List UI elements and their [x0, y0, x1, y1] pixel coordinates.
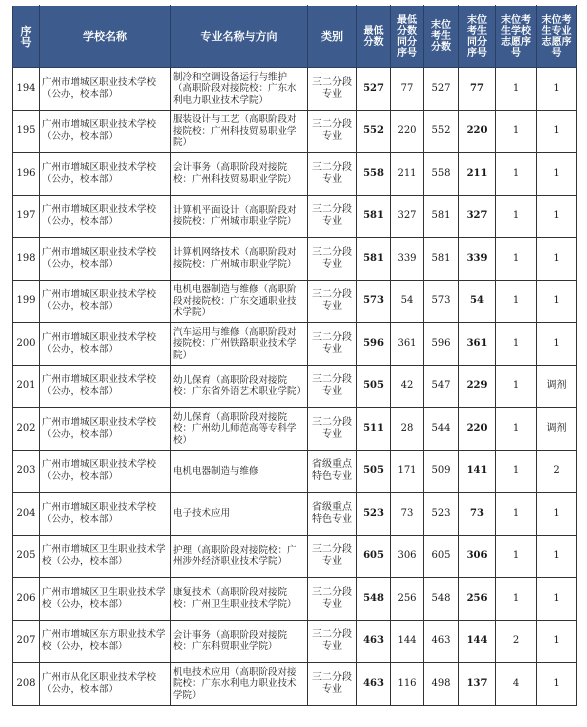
cell-min-same-rank: 339: [391, 238, 424, 281]
cell-min-same-rank: 77: [391, 68, 424, 111]
cell-category: 三二分段专业: [308, 323, 357, 366]
cell-major-pref: 1: [537, 110, 577, 153]
cell-min-score: 573: [357, 280, 391, 323]
cell-min-same-rank: 116: [391, 663, 424, 706]
table-row: [13, 450, 577, 493]
cell-last-same-rank: 54: [459, 280, 496, 323]
cell-min-score: 581: [357, 195, 391, 238]
cell-major: 幼儿保育（高职阶段对接院校：广州幼儿师范高等专科学校）: [171, 408, 308, 451]
cell-major: 机电技术应用（高职阶段对接院校：广东水利电力职业技术学院）: [171, 663, 308, 706]
cell-major: 电机电器制造与维修（高职阶段对接院校：广东交通职业技术学院）: [171, 280, 308, 323]
cell-major-pref: 调剂: [537, 365, 577, 408]
cell-category: 三二分段专业: [308, 280, 357, 323]
cell-min-score: 463: [357, 663, 391, 706]
cell-last-score: 596: [424, 323, 459, 366]
cell-major: 护理（高职阶段对接院校：广州涉外经济职业技术学院）: [171, 535, 308, 578]
cell-major-pref: 1: [537, 493, 577, 536]
header-category: 类别: [308, 6, 357, 68]
cell-major: 计算机网络技术（高职阶段对接院校：广州城市职业学院）: [171, 238, 308, 281]
cell-seq: 203: [13, 450, 40, 493]
cell-min-score: 548: [357, 578, 391, 621]
cell-major: 服装设计与工艺（高职阶段对接院校：广州科技贸易职业学院）: [171, 110, 308, 153]
cell-school-pref: 1: [496, 450, 537, 493]
cell-last-same-rank: 361: [459, 323, 496, 366]
cell-last-score: 581: [424, 195, 459, 238]
cell-major-pref: 1: [537, 323, 577, 366]
cell-min-score: 505: [357, 365, 391, 408]
cell-last-score: 552: [424, 110, 459, 153]
cell-min-score: 505: [357, 450, 391, 493]
cell-category: 三二分段专业: [308, 110, 357, 153]
cell-min-same-rank: 361: [391, 323, 424, 366]
cell-last-score: 523: [424, 493, 459, 536]
cell-min-score: 527: [357, 68, 391, 111]
cell-last-score: 544: [424, 408, 459, 451]
table-row: [13, 535, 577, 578]
cell-last-score: 527: [424, 68, 459, 111]
cell-school-pref: 1: [496, 153, 537, 196]
cell-last-score: 548: [424, 578, 459, 621]
cell-school: 广州市增城区职业技术学校（公办，校本部）: [40, 408, 171, 451]
cell-major: 幼儿保育（高职阶段对接院校：广东省外语艺术职业学院）: [171, 365, 308, 408]
cell-last-score: 581: [424, 238, 459, 281]
cell-min-same-rank: 42: [391, 365, 424, 408]
cell-category: 三二分段专业: [308, 578, 357, 621]
cell-last-same-rank: 339: [459, 238, 496, 281]
cell-min-score: 511: [357, 408, 391, 451]
cell-category: 省级重点特色专业: [308, 493, 357, 536]
cell-min-same-rank: 211: [391, 153, 424, 196]
cell-school-pref: 1: [496, 578, 537, 621]
table-row: [13, 280, 577, 323]
cell-seq: 207: [13, 620, 40, 663]
cell-school: 广州市增城区职业技术学校（公办，校本部）: [40, 493, 171, 536]
cell-min-same-rank: 54: [391, 280, 424, 323]
cell-school: 广州市增城区职业技术学校（公办，校本部）: [40, 280, 171, 323]
cell-seq: 197: [13, 195, 40, 238]
cell-major: 会计事务（高职阶段对接院校：广州科技贸易职业学院）: [171, 153, 308, 196]
cell-major-pref: 1: [537, 153, 577, 196]
header-last-score: 末位 考生 分数: [424, 6, 459, 68]
cell-min-score: 523: [357, 493, 391, 536]
cell-school: 广州市增城区职业技术学校（公办，校本部）: [40, 68, 171, 111]
cell-school: 广州市增城区卫生职业技术学校（公办，校本部）: [40, 535, 171, 578]
cell-category: 三二分段专业: [308, 365, 357, 408]
cell-seq: 200: [13, 323, 40, 366]
table-row: [13, 68, 577, 111]
cell-min-score: 581: [357, 238, 391, 281]
cell-school: 广州市增城区职业技术学校（公办，校本部）: [40, 153, 171, 196]
cell-seq: 199: [13, 280, 40, 323]
cell-major: 康复技术（高职阶段对接院校：广州卫生职业技术学院）: [171, 578, 308, 621]
cell-category: 三二分段专业: [308, 68, 357, 111]
cell-major-pref: 1: [537, 68, 577, 111]
table-body: [13, 68, 577, 706]
cell-major-pref: 1: [537, 620, 577, 663]
table-row: [13, 238, 577, 281]
cell-school: 广州市增城区卫生职业技术学校（公办，校本部）: [40, 578, 171, 621]
table-row: [13, 195, 577, 238]
cell-last-same-rank: 73: [459, 493, 496, 536]
cell-seq: 201: [13, 365, 40, 408]
cell-category: 三二分段专业: [308, 153, 357, 196]
cell-major-pref: 调剂: [537, 408, 577, 451]
table-row: [13, 493, 577, 536]
cell-seq: 195: [13, 110, 40, 153]
cell-major-pref: 1: [537, 238, 577, 281]
cell-seq: 198: [13, 238, 40, 281]
cell-major-pref: 1: [537, 280, 577, 323]
table-row: [13, 323, 577, 366]
cell-last-score: 573: [424, 280, 459, 323]
cell-seq: 206: [13, 578, 40, 621]
header-last-major-pref: 末位考 生专业 志愿序 号: [537, 6, 577, 68]
cell-school-pref: 1: [496, 535, 537, 578]
cell-last-same-rank: 144: [459, 620, 496, 663]
cell-school: 广州市增城区职业技术学校（公办，校本部）: [40, 323, 171, 366]
cell-school-pref: 1: [496, 365, 537, 408]
cell-major-pref: 1: [537, 535, 577, 578]
cell-school: 广州市增城区职业技术学校（公办，校本部）: [40, 195, 171, 238]
table-row: [13, 620, 577, 663]
cell-seq: 204: [13, 493, 40, 536]
cell-major: 计算机平面设计（高职阶段对接院校：广州城市职业学院）: [171, 195, 308, 238]
table-row: [13, 578, 577, 621]
cell-last-score: 463: [424, 620, 459, 663]
cell-school-pref: 2: [496, 620, 537, 663]
header-last-same-rank: 末位 考生 同分 序号: [459, 6, 496, 68]
cell-school-pref: 1: [496, 68, 537, 111]
cell-category: 三二分段专业: [308, 620, 357, 663]
cell-min-same-rank: 28: [391, 408, 424, 451]
cell-last-same-rank: 256: [459, 578, 496, 621]
cell-min-same-rank: 306: [391, 535, 424, 578]
cell-school: 广州市增城区职业技术学校（公办，校本部）: [40, 238, 171, 281]
cell-school: 广州市增城区职业技术学校（公办，校本部）: [40, 450, 171, 493]
cell-major: 电子技术应用: [171, 493, 308, 536]
cell-last-same-rank: 211: [459, 153, 496, 196]
cell-min-score: 552: [357, 110, 391, 153]
cell-last-same-rank: 141: [459, 450, 496, 493]
cell-major-pref: 2: [537, 450, 577, 493]
table-row: [13, 110, 577, 153]
cell-last-same-rank: 220: [459, 408, 496, 451]
admission-table-container: [12, 5, 576, 706]
cell-category: 三二分段专业: [308, 535, 357, 578]
cell-category: 三二分段专业: [308, 238, 357, 281]
cell-seq: 205: [13, 535, 40, 578]
cell-min-score: 558: [357, 153, 391, 196]
cell-min-score: 463: [357, 620, 391, 663]
cell-school-pref: 4: [496, 663, 537, 706]
cell-last-same-rank: 306: [459, 535, 496, 578]
cell-min-same-rank: 144: [391, 620, 424, 663]
cell-category: 省级重点特色专业: [308, 450, 357, 493]
cell-last-same-rank: 327: [459, 195, 496, 238]
cell-school-pref: 1: [496, 238, 537, 281]
cell-min-score: 605: [357, 535, 391, 578]
cell-last-score: 509: [424, 450, 459, 493]
cell-min-same-rank: 256: [391, 578, 424, 621]
cell-major: 汽车运用与维修（高职阶段对接院校：广州铁路职业技术学院）: [171, 323, 308, 366]
header-min-same-rank: 最低 分数 同分 序号: [391, 6, 424, 68]
cell-school: 广州市增城区职业技术学校（公办，校本部）: [40, 110, 171, 153]
cell-seq: 208: [13, 663, 40, 706]
cell-min-score: 596: [357, 323, 391, 366]
table-row: [13, 408, 577, 451]
cell-school: 广州市增城区东方职业技术学校（公办，校本部）: [40, 620, 171, 663]
cell-seq: 202: [13, 408, 40, 451]
cell-school-pref: 1: [496, 195, 537, 238]
header-row: [13, 6, 577, 68]
cell-major: 会计事务（高职阶段对接院校：广东科贸职业学院）: [171, 620, 308, 663]
cell-last-score: 558: [424, 153, 459, 196]
cell-major-pref: 1: [537, 578, 577, 621]
cell-seq: 196: [13, 153, 40, 196]
cell-school-pref: 1: [496, 323, 537, 366]
header-major: 专业名称与方向: [171, 6, 308, 68]
admission-table: [12, 5, 577, 706]
cell-last-same-rank: 77: [459, 68, 496, 111]
header-school: 学校名称: [40, 6, 171, 68]
cell-school-pref: 1: [496, 493, 537, 536]
cell-min-same-rank: 220: [391, 110, 424, 153]
cell-school: 广州市增城区职业技术学校（公办，校本部）: [40, 365, 171, 408]
cell-min-same-rank: 327: [391, 195, 424, 238]
cell-category: 三二分段专业: [308, 663, 357, 706]
cell-last-score: 547: [424, 365, 459, 408]
table-row: [13, 365, 577, 408]
cell-major-pref: 1: [537, 663, 577, 706]
cell-major-pref: 1: [537, 195, 577, 238]
cell-school-pref: 1: [496, 280, 537, 323]
header-seq: 序 号: [13, 6, 40, 68]
table-row: [13, 153, 577, 196]
cell-school-pref: 1: [496, 110, 537, 153]
header-min-score: 最低 分数: [357, 6, 391, 68]
cell-last-same-rank: 229: [459, 365, 496, 408]
cell-school: 广州市从化区职业技术学校（公办，校本部）: [40, 663, 171, 706]
cell-major: 电机电器制造与维修: [171, 450, 308, 493]
cell-last-same-rank: 220: [459, 110, 496, 153]
cell-major: 制冷和空调设备运行与维护（高职阶段对接院校：广东水利电力职业技术学院）: [171, 68, 308, 111]
cell-last-same-rank: 137: [459, 663, 496, 706]
cell-min-same-rank: 73: [391, 493, 424, 536]
cell-category: 三二分段专业: [308, 195, 357, 238]
cell-last-score: 605: [424, 535, 459, 578]
cell-category: 三二分段专业: [308, 408, 357, 451]
cell-school-pref: 1: [496, 408, 537, 451]
cell-min-same-rank: 171: [391, 450, 424, 493]
cell-last-score: 498: [424, 663, 459, 706]
table-row: [13, 663, 577, 706]
header-last-school-pref: 末位考 生学校 志愿序 号: [496, 6, 537, 68]
cell-seq: 194: [13, 68, 40, 111]
